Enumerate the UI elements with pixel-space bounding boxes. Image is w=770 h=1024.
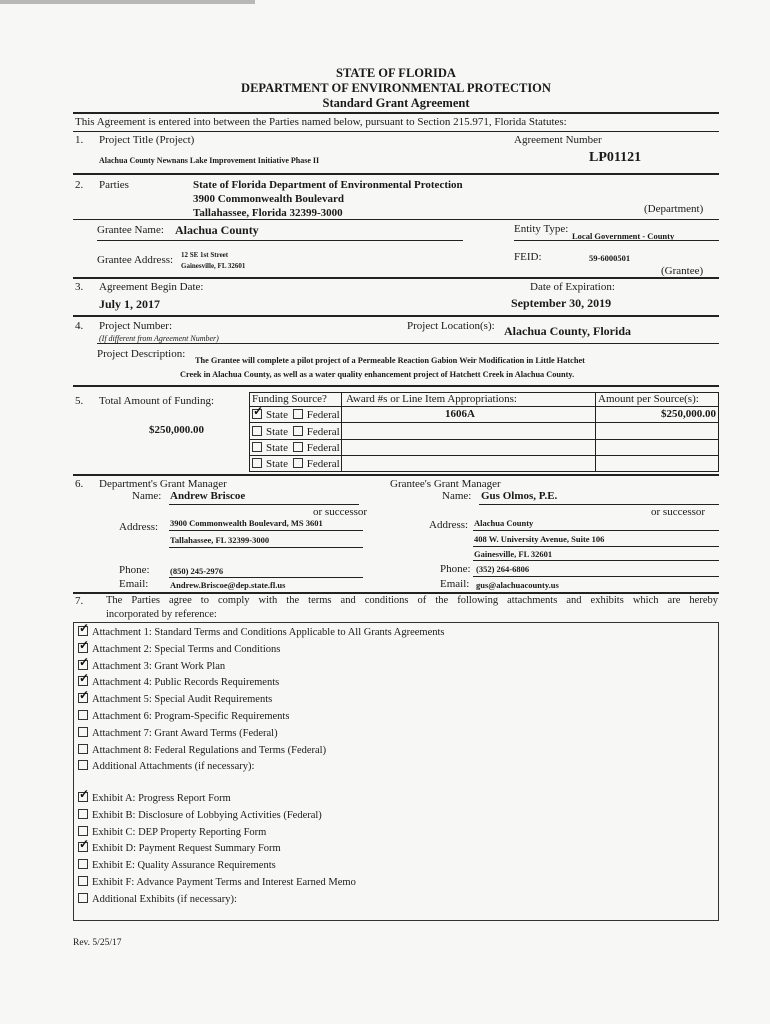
- grantee-address-label-6: Address:: [429, 519, 469, 531]
- exhibit-item: [78, 841, 281, 854]
- s2-num: 2.: [75, 179, 84, 191]
- grantee-tag: (Grantee): [661, 265, 704, 277]
- attachment-label: Attachment 4: Public Records Requirements: [92, 677, 280, 689]
- s4-rule-a: [97, 343, 719, 344]
- exhibit-item: [78, 825, 266, 838]
- col-funding-source: Funding Source?: [252, 393, 327, 405]
- col-award: Award #s or Line Item Appropriations:: [346, 393, 517, 405]
- attachment-checkbox[interactable]: [78, 710, 88, 720]
- s4-rule-b: [73, 385, 719, 387]
- expiration-label: Date of Expiration:: [530, 281, 615, 293]
- grantee-manager-name: Gus Olmos, P.E.: [481, 490, 558, 502]
- attachment-label: Additional Attachments (if necessary):: [92, 761, 255, 773]
- grantee-name-label: Grantee Name:: [97, 224, 164, 236]
- exhibit-label: Exhibit C: DEP Property Reporting Form: [92, 826, 267, 838]
- feid: 59-6000501: [589, 253, 631, 263]
- award-1: 1606A: [445, 408, 475, 420]
- exhibit-label: Additional Exhibits (if necessary):: [92, 893, 237, 905]
- attachment-item: [78, 675, 279, 688]
- s2-rule-a: [73, 219, 719, 220]
- attachment-label: Attachment 3: Grant Work Plan: [92, 660, 226, 672]
- attachment-item: [78, 692, 272, 705]
- exhibit-checkbox[interactable]: [78, 826, 88, 836]
- exhibit-checkbox[interactable]: [78, 792, 88, 802]
- grant-agreement-page: [73, 0, 719, 1024]
- attachment-item: [78, 743, 326, 756]
- dept-phone: (850) 245-2976: [170, 566, 224, 576]
- grantee-email-label: Email:: [440, 578, 470, 590]
- attachment-checkbox[interactable]: [78, 660, 88, 670]
- grantee-phone-label: Phone:: [440, 563, 471, 575]
- feid-label: FEID:: [514, 251, 542, 263]
- attachment-label: Attachment 8: Federal Regulations and Terms (Federal): [92, 744, 327, 756]
- agreement-number-label: Agreement Number: [514, 134, 602, 146]
- col-amount: Amount per Source(s):: [598, 393, 699, 405]
- grantee-name-underline: [97, 240, 463, 241]
- exhibit-label: Exhibit D: Payment Request Summary Form: [92, 843, 281, 855]
- project-description-1: The Grantee will complete a pilot project of a Permeable Reaction Gabion Weir Modification in Little Hatchet: [195, 356, 585, 365]
- s3-rule: [73, 315, 719, 317]
- dept-email[interactable]: Andrew.Briscoe@dep.state.fl.us: [170, 580, 286, 590]
- grantee-address-2: Gainesville, FL 32601: [181, 262, 246, 270]
- s7-text-2: incorporated by reference:: [106, 609, 217, 620]
- grantee-email[interactable]: gus@alachuacounty.us: [476, 580, 559, 590]
- entity-underline: [514, 240, 719, 241]
- dept-address-2: Tallahassee, Florida 32399-3000: [193, 207, 343, 219]
- project-title: Alachua County Newnans Lake Improvement Initiative Phase II: [99, 156, 320, 165]
- attachment-checkbox[interactable]: [78, 744, 88, 754]
- attachment-label: Attachment 7: Grant Award Terms (Federal): [92, 727, 278, 739]
- header-rule: [73, 112, 719, 114]
- state-checkbox-3[interactable]: [252, 442, 262, 452]
- attachment-item: [78, 709, 289, 722]
- exhibit-label: Exhibit F: Advance Payment Terms and Interest Earned Memo: [92, 877, 356, 888]
- attachment-checkbox[interactable]: [78, 727, 88, 737]
- attachment-checkbox[interactable]: [78, 760, 88, 770]
- attachment-label: Attachment 6: Program-Specific Requirements: [92, 711, 290, 722]
- dept-manager-address-2: Tallahassee, FL 32399-3000: [170, 535, 270, 545]
- exhibit-item: [78, 892, 237, 905]
- begin-date: July 1, 2017: [99, 297, 161, 311]
- department-tag: (Department): [644, 203, 704, 215]
- attachment-label: Attachment 5: Special Audit Requirements: [92, 694, 273, 706]
- project-location-label: Project Location(s):: [407, 320, 495, 332]
- state-checkbox-4[interactable]: [252, 458, 262, 468]
- dept-address-1: 3900 Commonwealth Boulevard: [193, 193, 344, 205]
- s6-num: 6.: [75, 478, 84, 490]
- attachment-checkbox[interactable]: [78, 676, 88, 686]
- entity-type: Local Government - County: [572, 231, 675, 241]
- s5-num: 5.: [75, 395, 84, 407]
- s4-num: 4.: [75, 320, 84, 332]
- exhibit-label: Exhibit B: Disclosure of Lobbying Activities (Federal): [92, 809, 322, 821]
- exhibit-checkbox[interactable]: [78, 859, 88, 869]
- header-state: STATE OF FLORIDA: [336, 66, 456, 80]
- agreement-number: LP01121: [589, 150, 642, 165]
- entity-type-label: Entity Type:: [514, 223, 569, 235]
- dept-phone-label: Phone:: [119, 564, 150, 576]
- dept-name: State of Florida Department of Environmental Protection: [193, 179, 463, 191]
- expiration-date: September 30, 2019: [511, 296, 612, 310]
- funding-row-4: State Federal: [252, 457, 340, 470]
- exhibit-label: Exhibit A: Progress Report Form: [92, 793, 231, 804]
- amount-1: $250,000.00: [661, 408, 716, 420]
- attachment-item: [78, 659, 225, 672]
- grantee-successor: or successor: [651, 506, 706, 518]
- s1-rule: [73, 173, 719, 175]
- project-number-label: Project Number:: [99, 320, 173, 332]
- s7-num: 7.: [75, 595, 84, 607]
- funding-row-1: ✓State Federal: [252, 408, 340, 421]
- attachment-label: Attachment 2: Special Terms and Conditions: [92, 643, 281, 655]
- federal-checkbox-2[interactable]: [293, 426, 303, 436]
- grantee-name-label-6: Name:: [442, 490, 472, 502]
- s6-rule: [73, 592, 719, 594]
- grantee-manager-label: Grantee's Grant Manager: [390, 478, 501, 490]
- total-funding: $250,000.00: [149, 424, 204, 436]
- exhibit-item: [78, 875, 356, 888]
- grantee-address-1: 12 SE 1st Street: [181, 251, 229, 259]
- s3-num: 3.: [75, 281, 84, 293]
- s2-label: Parties: [99, 179, 129, 191]
- intro-rule: [73, 131, 719, 132]
- grantee-manager-address-1: Alachua County: [474, 518, 534, 528]
- funding-row-3: State Federal: [252, 441, 340, 454]
- dept-address-label: Address:: [119, 521, 159, 533]
- exhibit-checkbox[interactable]: [78, 876, 88, 886]
- federal-checkbox-4[interactable]: [293, 458, 303, 468]
- attachment-item: [78, 726, 278, 739]
- attachment-checkbox[interactable]: [78, 693, 88, 703]
- s7-text-1: The Parties agree to comply with the terms and conditions of the following attachments and exhibits which are hereby: [106, 595, 718, 606]
- dept-successor: or successor: [313, 506, 368, 518]
- s1-label: Project Title (Project): [99, 134, 195, 146]
- project-location: Alachua County, Florida: [504, 324, 632, 338]
- exhibit-item: [78, 808, 322, 821]
- dept-manager-name: Andrew Briscoe: [170, 490, 246, 502]
- header-department: DEPARTMENT OF ENVIRONMENTAL PROTECTION: [241, 81, 551, 95]
- funding-row-2: State Federal: [252, 425, 340, 438]
- grantee-address-label: Grantee Address:: [97, 254, 174, 266]
- begin-date-label: Agreement Begin Date:: [99, 281, 204, 293]
- header-title: Standard Grant Agreement: [322, 96, 470, 110]
- grantee-phone: (352) 264-6806: [476, 564, 530, 574]
- state-checkbox-1[interactable]: [252, 409, 262, 419]
- attachment-item: [78, 625, 445, 638]
- exhibit-checkbox[interactable]: [78, 842, 88, 852]
- intro-text: This Agreement is entered into between the Parties named below, pursuant to Section 215.971, Florida Statutes:: [75, 116, 567, 128]
- project-number-note: (If different from Agreement Number): [99, 334, 219, 343]
- grantee-manager-address-2: 408 W. University Avenue, Suite 106: [474, 534, 605, 544]
- grantee-manager-address-3: Gainesville, FL 32601: [474, 549, 553, 559]
- attachment-item: [78, 759, 254, 772]
- exhibit-item: [78, 858, 276, 871]
- exhibit-item: [78, 791, 231, 804]
- project-description-2: Creek in Alachua County, as well as a water quality enhancement project of Hatchett Creek in Alachua County.: [180, 370, 575, 379]
- dept-name-label: Name:: [132, 490, 162, 502]
- exhibit-checkbox[interactable]: [78, 809, 88, 819]
- total-funding-label: Total Amount of Funding:: [99, 395, 215, 407]
- exhibit-label: Exhibit E: Quality Assurance Requirements: [92, 860, 276, 872]
- dept-manager-label: Department's Grant Manager: [99, 478, 227, 490]
- federal-checkbox-3[interactable]: [293, 442, 303, 452]
- project-description-label: Project Description:: [97, 348, 186, 360]
- attachments-box: [73, 622, 719, 921]
- state-checkbox-2[interactable]: [252, 426, 262, 436]
- attachment-label: Attachment 1: Standard Terms and Conditions Applicable to All Grants Agreements: [92, 627, 445, 638]
- revision-footer: Rev. 5/25/17: [73, 938, 122, 948]
- s1-num: 1.: [75, 134, 84, 146]
- attachment-item: [78, 642, 280, 655]
- dept-manager-address-1: 3900 Commonwealth Boulevard, MS 3601: [170, 518, 323, 528]
- dept-email-label: Email:: [119, 578, 149, 590]
- funding-table: [249, 392, 719, 472]
- s5-rule: [73, 474, 719, 476]
- federal-checkbox-1[interactable]: [293, 409, 303, 419]
- attachment-checkbox[interactable]: [78, 643, 88, 653]
- s2-rule-b: [73, 277, 719, 279]
- attachment-checkbox[interactable]: [78, 626, 88, 636]
- grantee-name: Alachua County: [175, 223, 259, 237]
- exhibit-checkbox[interactable]: [78, 893, 88, 903]
